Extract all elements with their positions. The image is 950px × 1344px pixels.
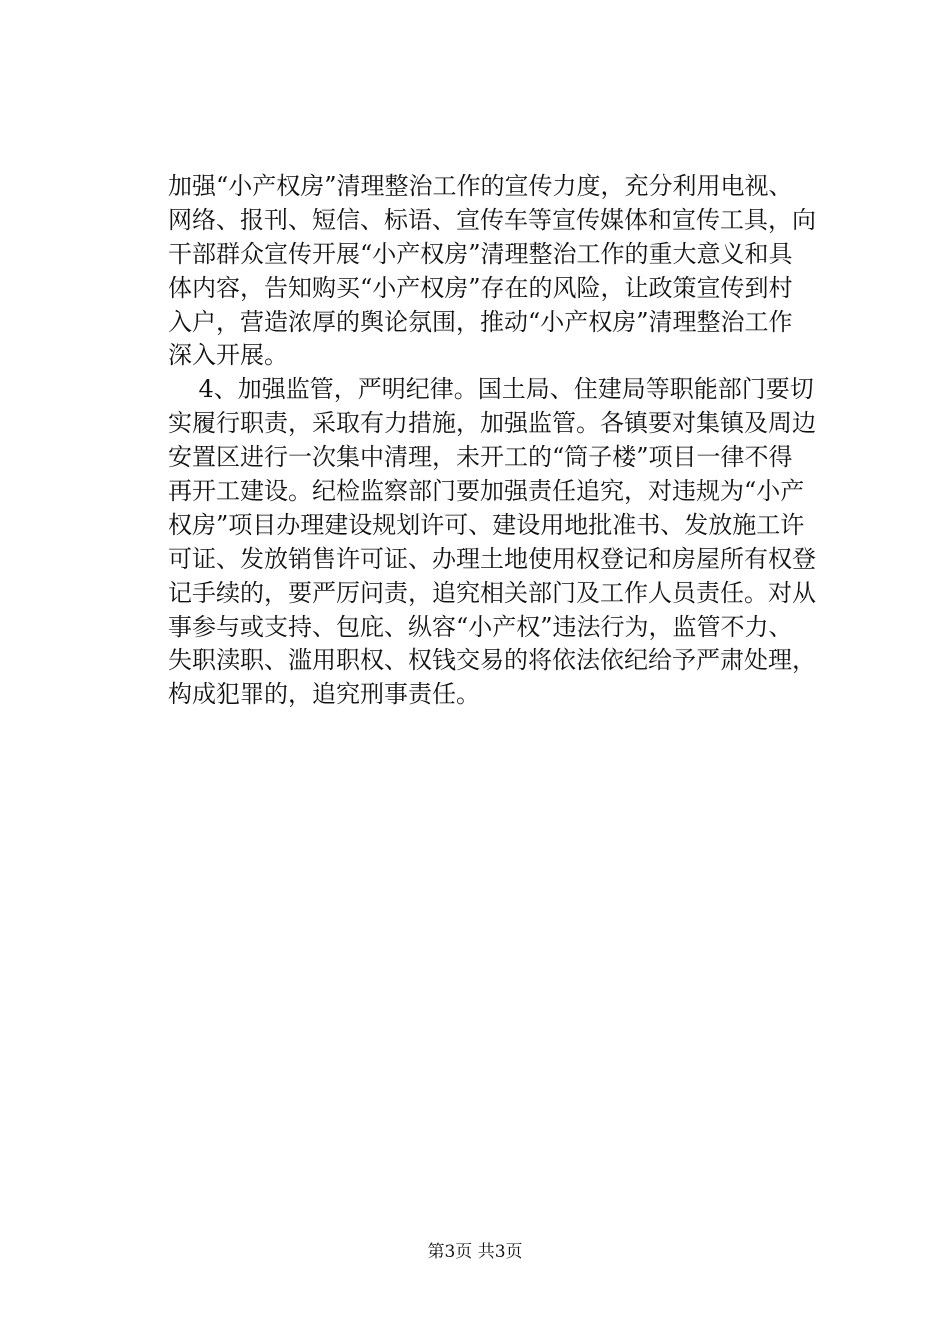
- text-line: 事参与或支持、包庇、纵容“小产权”违法行为，监管不力、: [168, 612, 793, 641]
- text-line: 干部群众宣传开展“小产权房”清理整治工作的重大意义和具: [168, 239, 793, 268]
- text-line: 构成犯罪的，追究刑事责任。: [168, 680, 480, 709]
- text-line: 实履行职责，采取有力措施，加强监管。各镇要对集镇及周边: [168, 409, 816, 438]
- page-footer: 第3页 共3页: [427, 1242, 523, 1262]
- text-line: 网络、报刊、短信、标语、宣传车等宣传媒体和宣传工具，向: [168, 205, 816, 234]
- text-line: 体内容，告知购买“小产权房”存在的风险，让政策宣传到村: [168, 273, 793, 302]
- text-line: 权房”项目办理建设规划许可、建设用地批准书、发放施工许: [168, 510, 805, 539]
- text-line: 入户，营造浓厚的舆论氛围，推动“小产权房”清理整治工作: [168, 307, 793, 336]
- text-line: 加强“小产权房”清理整治工作的宣传力度，充分利用电视、: [168, 172, 793, 200]
- text-line: 安置区进行一次集中清理，未开工的“筒子楼”项目一律不得: [168, 443, 793, 472]
- body-text: [168, 170, 816, 712]
- text-line: 4、加强监管，严明纪律。国土局、住建局等职能部门要切: [168, 375, 814, 404]
- text-line: 记手续的，要严厉问责，追究相关部门及工作人员责任。对从: [168, 578, 816, 607]
- text-line: 失职渎职、滥用职权、权钱交易的将依法依纪给予严肃处理，: [168, 646, 816, 675]
- text-line: 深入开展。: [168, 341, 288, 370]
- text-line: 可证、发放销售许可证、办理土地使用权登记和房屋所有权登: [168, 544, 816, 573]
- text-line: 再开工建设。纪检监察部门要加强责任追究，对违规为“小产: [168, 477, 805, 506]
